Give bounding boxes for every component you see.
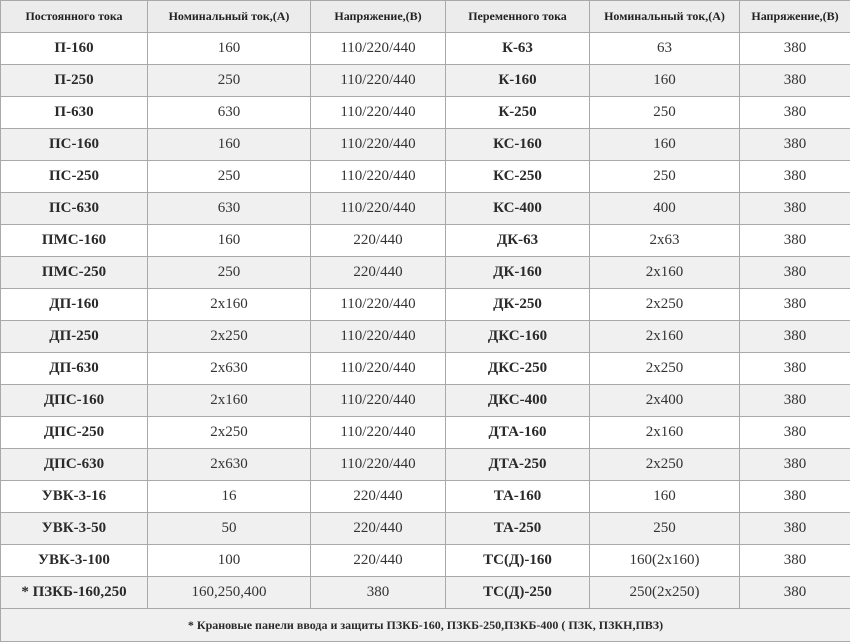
ac-voltage-cell: 380 xyxy=(740,225,850,257)
ac-current-cell: 250 xyxy=(590,161,740,193)
table-row xyxy=(1,225,850,257)
dc-type-cell: УВК-3-50 xyxy=(1,513,148,545)
ac-voltage-cell: 380 xyxy=(740,481,850,513)
dc-type-cell: П-160 xyxy=(1,33,148,65)
ac-current-cell: 160(2х160) xyxy=(590,545,740,577)
table-row xyxy=(1,193,850,225)
ac-voltage-cell: 380 xyxy=(740,385,850,417)
ac-current-cell: 2х250 xyxy=(590,289,740,321)
ac-type-cell: КС-400 xyxy=(446,193,590,225)
ac-type-cell: К-250 xyxy=(446,97,590,129)
dc-voltage-cell: 220/440 xyxy=(311,257,446,289)
ac-current-cell: 2х250 xyxy=(590,449,740,481)
ac-type-cell: ДК-160 xyxy=(446,257,590,289)
dc-type-cell: УВК-3-100 xyxy=(1,545,148,577)
ac-current-cell: 2х400 xyxy=(590,385,740,417)
dc-type-cell: УВК-3-16 xyxy=(1,481,148,513)
dc-current-cell: 160 xyxy=(148,225,311,257)
ac-type-cell: ДКС-160 xyxy=(446,321,590,353)
table-row xyxy=(1,577,850,609)
ac-voltage-cell: 380 xyxy=(740,577,850,609)
dc-voltage-cell: 220/440 xyxy=(311,225,446,257)
dc-voltage-cell: 110/220/440 xyxy=(311,417,446,449)
ac-current-cell: 250 xyxy=(590,513,740,545)
ac-current-cell: 250 xyxy=(590,97,740,129)
dc-type-cell: ПС-630 xyxy=(1,193,148,225)
dc-type-cell: П-250 xyxy=(1,65,148,97)
ac-current-cell: 2х160 xyxy=(590,417,740,449)
ac-type-cell: ДК-63 xyxy=(446,225,590,257)
dc-current-cell: 630 xyxy=(148,97,311,129)
dc-current-cell: 2х160 xyxy=(148,385,311,417)
header-ac-current: Номинальный ток,(А) xyxy=(590,1,740,33)
dc-voltage-cell: 110/220/440 xyxy=(311,97,446,129)
dc-voltage-cell: 110/220/440 xyxy=(311,33,446,65)
ac-current-cell: 160 xyxy=(590,129,740,161)
ac-voltage-cell: 380 xyxy=(740,33,850,65)
table-row xyxy=(1,257,850,289)
dc-current-cell: 2х630 xyxy=(148,353,311,385)
ac-type-cell: КС-160 xyxy=(446,129,590,161)
ac-type-cell: КС-250 xyxy=(446,161,590,193)
header-dc-type: Постоянного тока xyxy=(1,1,148,33)
dc-type-cell: ПС-250 xyxy=(1,161,148,193)
ac-type-cell: ТС(Д)-250 xyxy=(446,577,590,609)
ac-voltage-cell: 380 xyxy=(740,353,850,385)
dc-current-cell: 50 xyxy=(148,513,311,545)
ac-current-cell: 2х63 xyxy=(590,225,740,257)
ac-type-cell: ТА-250 xyxy=(446,513,590,545)
dc-type-cell: ДПС-160 xyxy=(1,385,148,417)
ac-voltage-cell: 380 xyxy=(740,129,850,161)
ac-type-cell: ТА-160 xyxy=(446,481,590,513)
ac-type-cell: ДК-250 xyxy=(446,289,590,321)
footnote-row xyxy=(1,609,850,642)
table-row xyxy=(1,385,850,417)
ac-voltage-cell: 380 xyxy=(740,289,850,321)
dc-type-cell: ДП-250 xyxy=(1,321,148,353)
dc-current-cell: 2х250 xyxy=(148,417,311,449)
dc-type-cell: П-630 xyxy=(1,97,148,129)
dc-current-cell: 100 xyxy=(148,545,311,577)
dc-current-cell: 160,250,400 xyxy=(148,577,311,609)
ac-type-cell: К-63 xyxy=(446,33,590,65)
ac-voltage-cell: 380 xyxy=(740,513,850,545)
table-body xyxy=(1,33,850,609)
table-row xyxy=(1,129,850,161)
ac-voltage-cell: 380 xyxy=(740,545,850,577)
header-row xyxy=(1,1,850,33)
ac-voltage-cell: 380 xyxy=(740,449,850,481)
table-row xyxy=(1,33,850,65)
ac-type-cell: ДКС-250 xyxy=(446,353,590,385)
dc-type-cell: ДП-160 xyxy=(1,289,148,321)
dc-current-cell: 630 xyxy=(148,193,311,225)
dc-voltage-cell: 110/220/440 xyxy=(311,353,446,385)
ac-current-cell: 2х250 xyxy=(590,353,740,385)
dc-voltage-cell: 110/220/440 xyxy=(311,161,446,193)
dc-type-cell: ПМС-160 xyxy=(1,225,148,257)
ac-voltage-cell: 380 xyxy=(740,193,850,225)
dc-current-cell: 2х250 xyxy=(148,321,311,353)
table-row xyxy=(1,481,850,513)
dc-current-cell: 160 xyxy=(148,33,311,65)
ac-voltage-cell: 380 xyxy=(740,257,850,289)
dc-current-cell: 2х160 xyxy=(148,289,311,321)
table-row xyxy=(1,417,850,449)
dc-voltage-cell: 220/440 xyxy=(311,513,446,545)
table-row xyxy=(1,545,850,577)
ac-current-cell: 250(2х250) xyxy=(590,577,740,609)
ac-current-cell: 2х160 xyxy=(590,257,740,289)
dc-voltage-cell: 110/220/440 xyxy=(311,193,446,225)
ac-voltage-cell: 380 xyxy=(740,161,850,193)
ac-type-cell: ДТА-250 xyxy=(446,449,590,481)
header-ac-type: Переменного тока xyxy=(446,1,590,33)
dc-voltage-cell: 110/220/440 xyxy=(311,129,446,161)
ac-current-cell: 63 xyxy=(590,33,740,65)
table-row xyxy=(1,289,850,321)
header-dc-current: Номинальный ток,(А) xyxy=(148,1,311,33)
dc-voltage-cell: 110/220/440 xyxy=(311,449,446,481)
ac-type-cell: ДТА-160 xyxy=(446,417,590,449)
ac-current-cell: 160 xyxy=(590,65,740,97)
table-row xyxy=(1,449,850,481)
dc-voltage-cell: 110/220/440 xyxy=(311,289,446,321)
ac-current-cell: 2х160 xyxy=(590,321,740,353)
dc-voltage-cell: 110/220/440 xyxy=(311,321,446,353)
ac-voltage-cell: 380 xyxy=(740,321,850,353)
table-row xyxy=(1,65,850,97)
ac-current-cell: 160 xyxy=(590,481,740,513)
header-ac-voltage: Напряжение,(В) xyxy=(740,1,850,33)
dc-type-cell: ДПС-250 xyxy=(1,417,148,449)
dc-voltage-cell: 110/220/440 xyxy=(311,65,446,97)
ac-voltage-cell: 380 xyxy=(740,417,850,449)
table-row xyxy=(1,321,850,353)
ac-voltage-cell: 380 xyxy=(740,97,850,129)
ac-type-cell: ТС(Д)-160 xyxy=(446,545,590,577)
dc-type-cell: ДПС-630 xyxy=(1,449,148,481)
dc-type-cell: ПМС-250 xyxy=(1,257,148,289)
dc-current-cell: 16 xyxy=(148,481,311,513)
dc-current-cell: 250 xyxy=(148,161,311,193)
dc-voltage-cell: 220/440 xyxy=(311,545,446,577)
dc-voltage-cell: 110/220/440 xyxy=(311,385,446,417)
dc-current-cell: 250 xyxy=(148,257,311,289)
dc-type-cell: * ПЗКБ-160,250 xyxy=(1,577,148,609)
table-row xyxy=(1,353,850,385)
table-row xyxy=(1,97,850,129)
table-row xyxy=(1,513,850,545)
ac-voltage-cell: 380 xyxy=(740,65,850,97)
dc-voltage-cell: 220/440 xyxy=(311,481,446,513)
ac-type-cell: К-160 xyxy=(446,65,590,97)
footnote: * Крановые панели ввода и защиты ПЗКБ-160, ПЗКБ-250,ПЗКБ-400 ( ПЗК, ПЗКН,ПВЗ) xyxy=(1,609,850,642)
dc-current-cell: 160 xyxy=(148,129,311,161)
dc-type-cell: ДП-630 xyxy=(1,353,148,385)
ac-current-cell: 400 xyxy=(590,193,740,225)
dc-current-cell: 250 xyxy=(148,65,311,97)
dc-current-cell: 2х630 xyxy=(148,449,311,481)
header-dc-voltage: Напряжение,(В) xyxy=(311,1,446,33)
table-row xyxy=(1,161,850,193)
ac-type-cell: ДКС-400 xyxy=(446,385,590,417)
dc-type-cell: ПС-160 xyxy=(1,129,148,161)
dc-voltage-cell: 380 xyxy=(311,577,446,609)
